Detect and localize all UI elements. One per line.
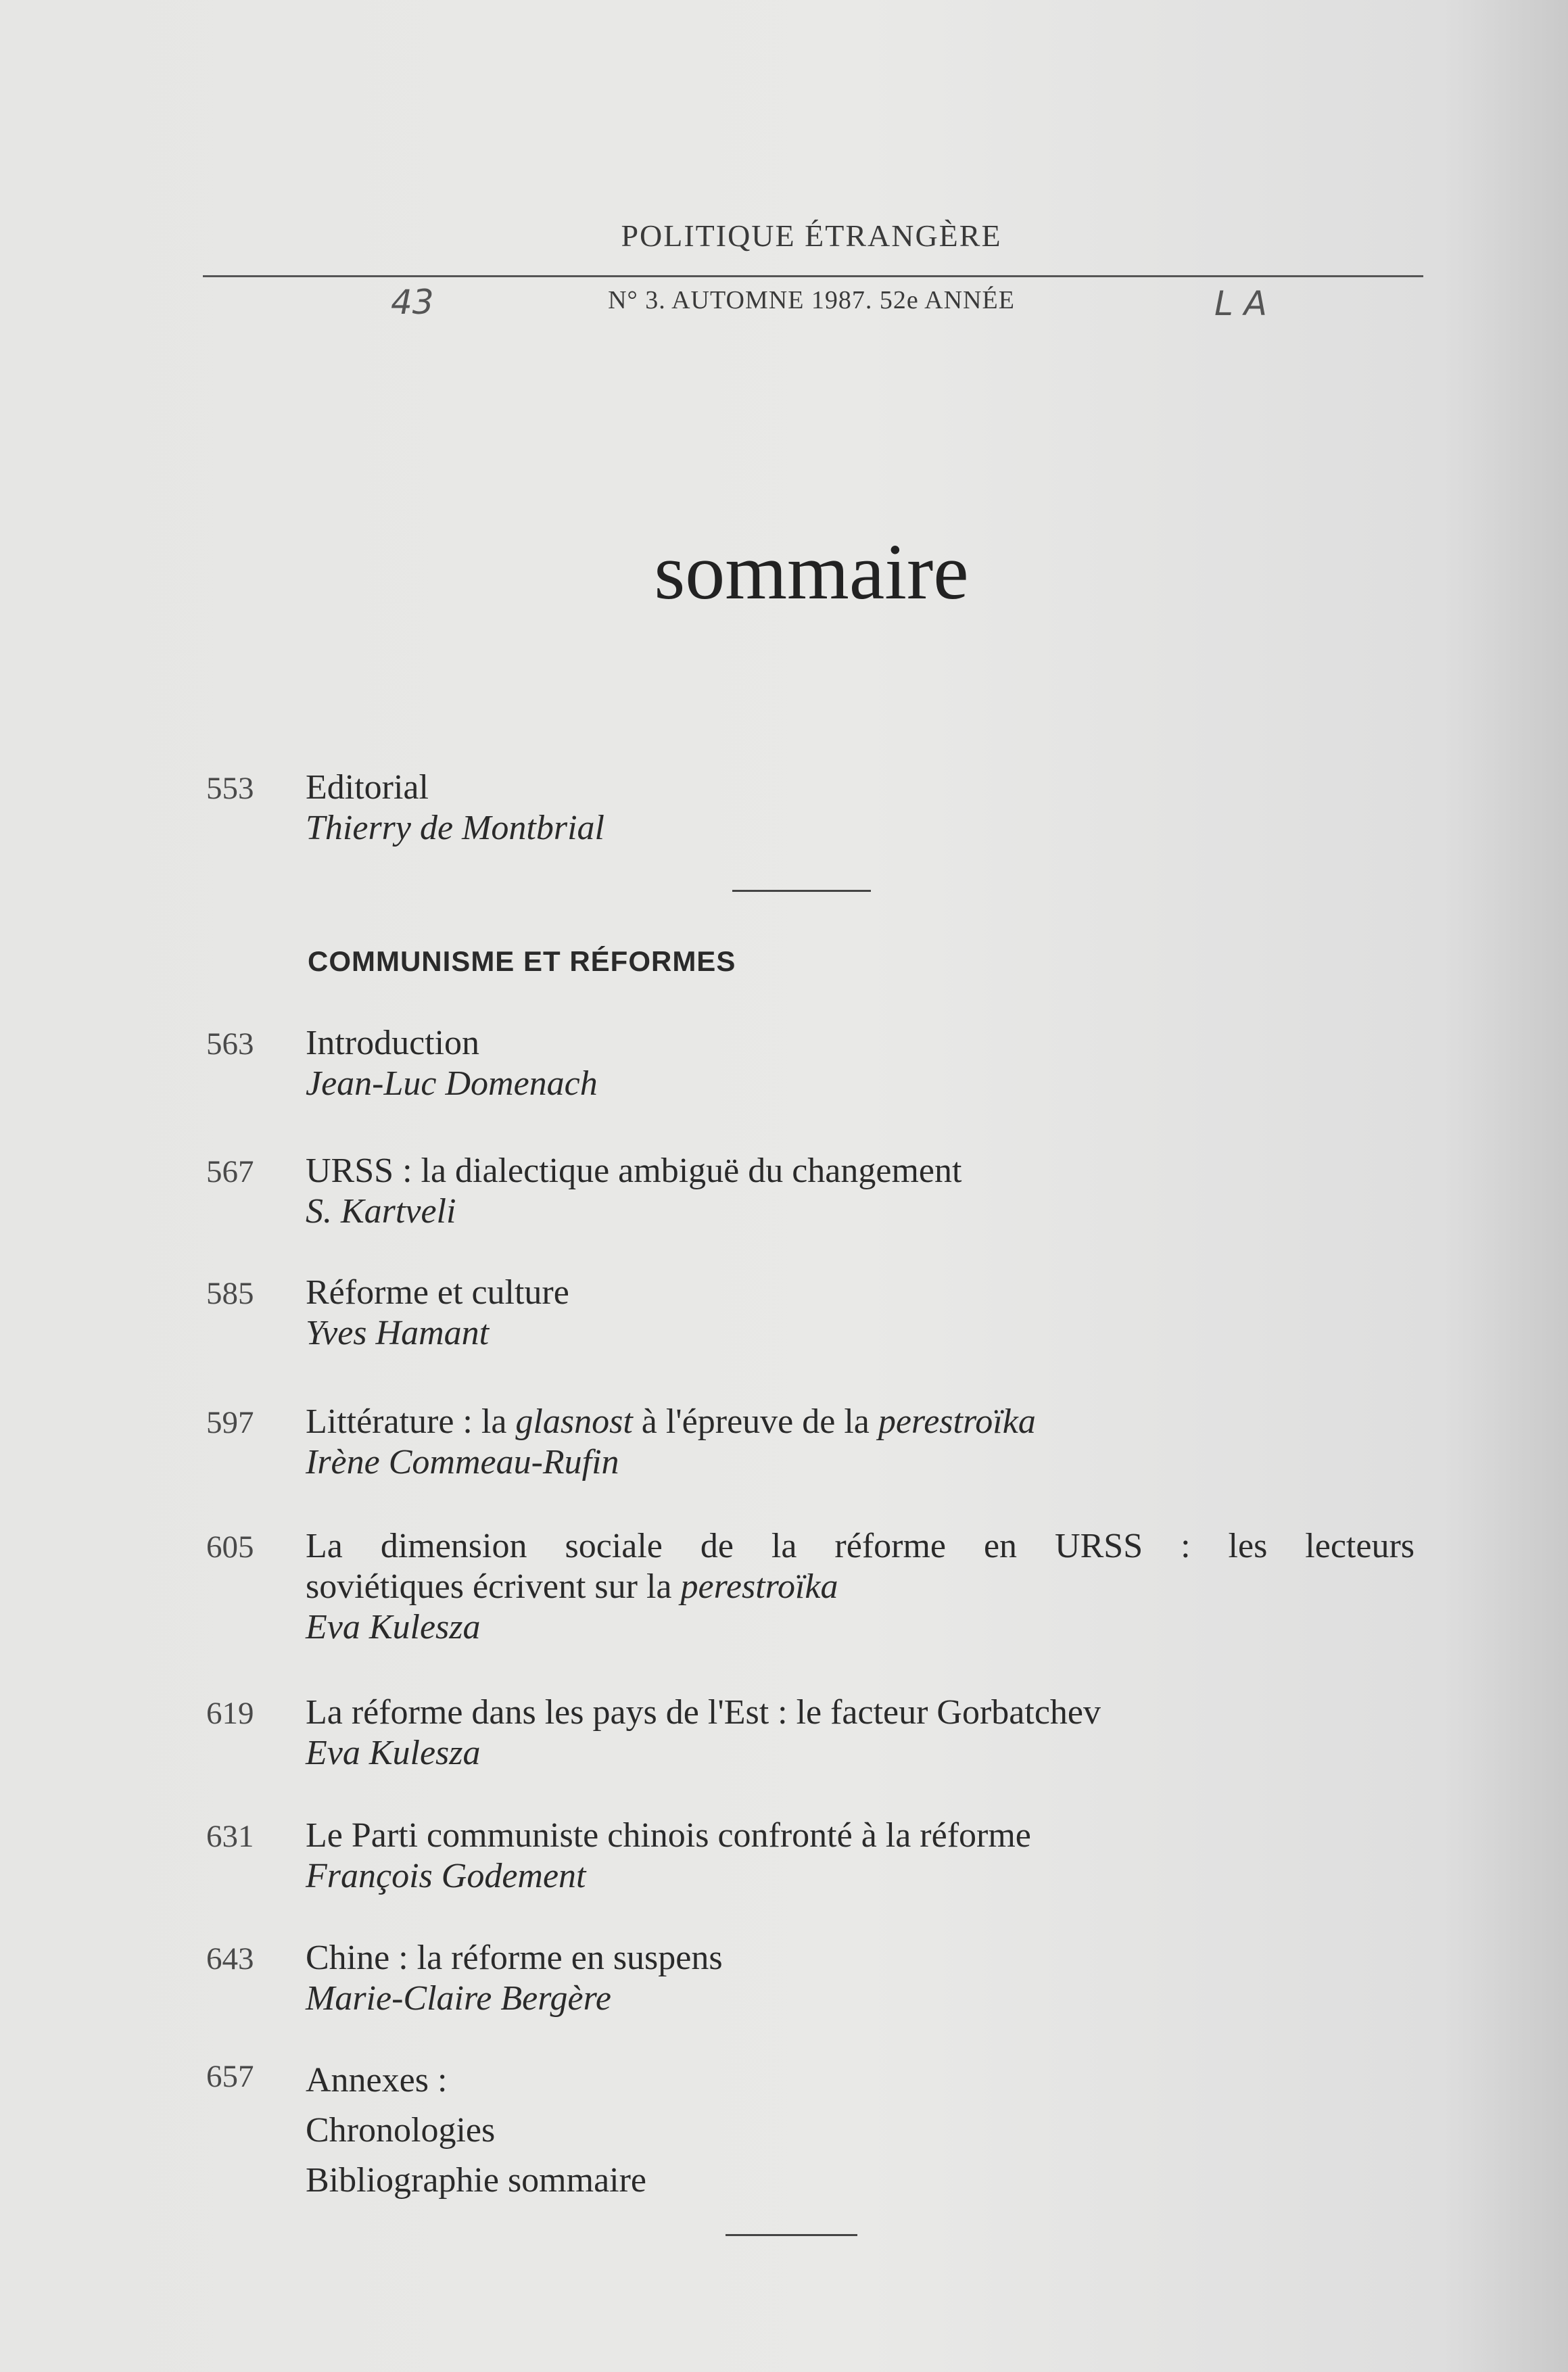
entry-author: François Godement [306,1857,586,1895]
entry-author: Eva Kulesza [306,1608,481,1646]
entry-title-text: Littérature : la [306,1402,516,1441]
entry-title: Réforme et culture [306,1273,569,1312]
entry-title-text: soviétiques écrivent sur la [306,1567,681,1606]
entry-author: Marie-Claire Bergère [306,1979,611,2018]
entry-title-text: à l'épreuve de la [632,1402,878,1441]
header-rule [203,275,1423,277]
entry-title: Editorial [306,768,429,807]
entry-title: URSS : la dialectique ambiguë du changement [306,1152,962,1190]
page-title: sommaire [654,527,969,616]
page-number: 597 [206,1405,254,1440]
entry-title-italic: perestroïka [680,1567,838,1606]
page-number: 619 [206,1696,254,1731]
page-number: 585 [206,1276,254,1311]
journal-title: POLITIQUE ÉTRANGÈRE [621,218,1002,253]
page-number: 605 [206,1529,254,1565]
entry-author: Eva Kulesza [306,1734,481,1772]
entry-author: Thierry de Montbrial [306,809,604,847]
entry-title-italic: glasnost [515,1402,633,1441]
entry-title: La dimension sociale de la réforme en URSS : les lecteurs [306,1527,1415,1565]
entry-author: Irène Commeau-Rufin [306,1443,619,1481]
page-number: 563 [206,1026,254,1062]
separator-rule [732,890,871,892]
handwritten-annotation-left: 43 [391,283,434,322]
entry-title: Annexes : [306,2061,448,2100]
page-number: 657 [206,2059,254,2094]
separator-rule [726,2234,857,2236]
entry-title [306,1402,1415,1442]
page-number: 553 [206,771,254,806]
entry-title: Chine : la réforme en suspens [306,1939,723,1977]
entry-title: Introduction [306,1024,480,1062]
entry-author: S. Kartveli [306,1192,456,1231]
entry-title: Le Parti communiste chinois confronté à la réforme [306,1816,1031,1855]
page-number: 631 [206,1819,254,1854]
handwritten-annotation-right: L A [1214,284,1267,323]
entry-subitem: Chronologies [306,2111,496,2150]
entry-author: Yves Hamant [306,1314,490,1352]
section-heading: COMMUNISME ET RÉFORMES [308,945,736,977]
entry-subitem: Bibliographie sommaire [306,2161,647,2200]
entry-title-continued [306,1567,1415,1607]
entry-title-italic: perestroïka [878,1402,1036,1441]
page-number: 567 [206,1154,254,1189]
entry-title: La réforme dans les pays de l'Est : le facteur Gorbatchev [306,1693,1101,1732]
entry-author: Jean-Luc Domenach [306,1064,598,1103]
issue-line: N° 3. AUTOMNE 1987. 52e ANNÉE [608,286,1015,314]
page-number: 643 [206,1941,254,1976]
